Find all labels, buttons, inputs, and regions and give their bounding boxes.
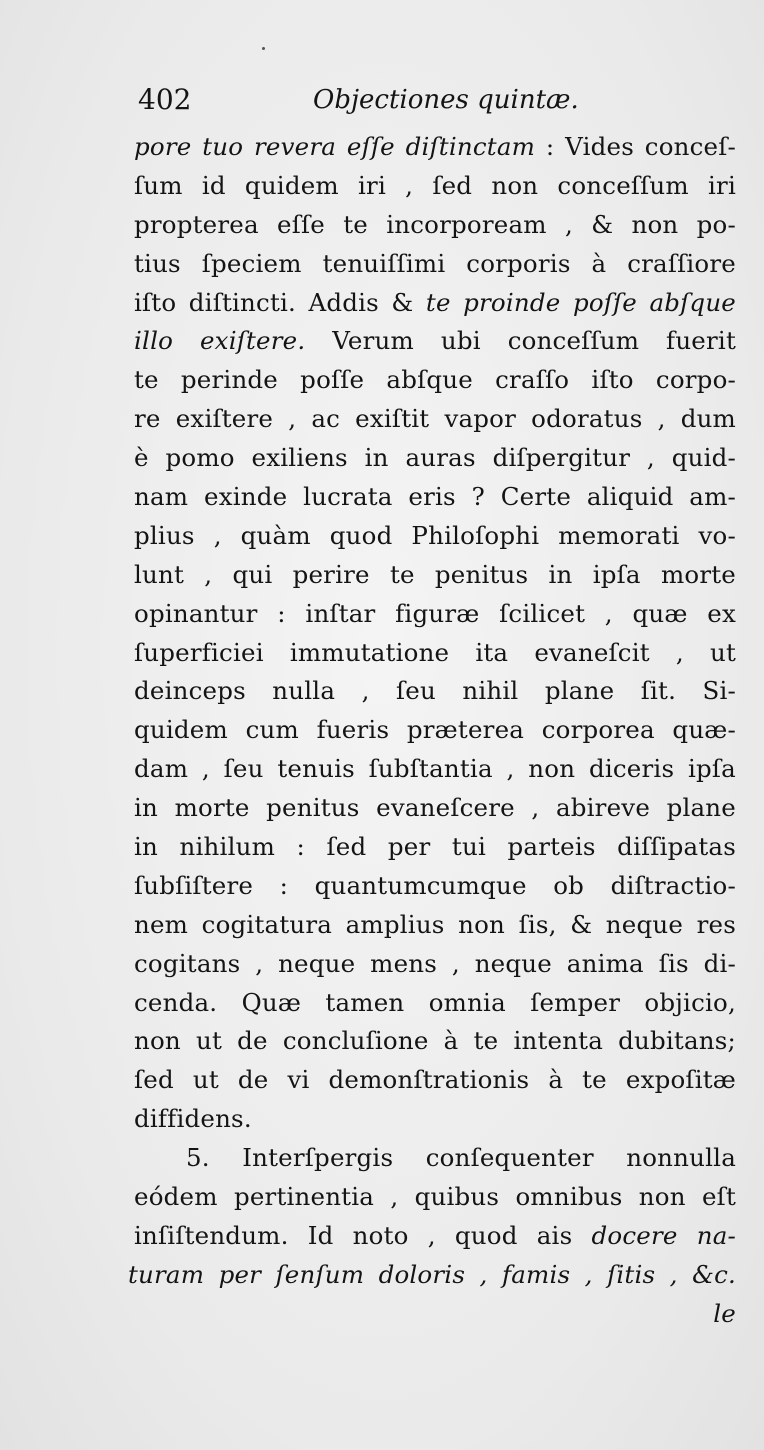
text-line [134, 128, 736, 167]
text-run: opinantur : inſtar figuræ ſcilicet , quæ ex [134, 598, 736, 628]
text-run: quidem cum fueris præterea corporea quæ- [134, 715, 736, 745]
text-run: tius ſpeciem tenuiſſimi corporis à craſſiore [134, 248, 736, 278]
text-line [134, 1022, 736, 1061]
text-line [134, 945, 736, 984]
body-text [128, 128, 736, 1334]
text-line [128, 1256, 736, 1295]
text-run: iſto diſtincti. Addis & [134, 287, 426, 317]
text-run: nam exinde lucrata eris ? Certe aliquid am- [134, 482, 736, 512]
text-run: deinceps nulla , ſeu nihil plane ſit. Si- [134, 676, 736, 706]
text-line [134, 478, 736, 517]
text-line [134, 984, 736, 1023]
text-line [134, 711, 736, 750]
text-run: in morte penitus evaneſcere , abireve plane [134, 793, 736, 823]
text-line [134, 284, 736, 323]
italic-text: illo exiſtere. [134, 326, 306, 356]
text-line [134, 322, 736, 361]
ink-speck [262, 47, 265, 50]
text-line [134, 867, 736, 906]
text-line [134, 400, 736, 439]
text-line [134, 634, 736, 673]
italic-text: le [713, 1298, 736, 1328]
text-line [134, 750, 736, 789]
text-line [134, 595, 736, 634]
text-line [134, 556, 736, 595]
text-line [134, 361, 736, 400]
text-run: : Vides conceſ- [535, 132, 736, 161]
text-run: 5. Interſpergis conſequenter nonnulla [186, 1143, 736, 1173]
text-run: ſuperficiei immutatione ita evaneſcit , ut [134, 637, 736, 667]
text-run: non ut de concluſione à te intenta dubitans; [134, 1026, 736, 1056]
text-line [134, 439, 736, 478]
text-run: cenda. Quæ tamen omnia ſemper objicio, [134, 987, 736, 1017]
text-line [134, 245, 736, 284]
text-run: è pomo exiliens in auras diſpergitur , quid- [134, 443, 736, 473]
text-run: inſiſtendum. Id noto , quod ais [134, 1220, 592, 1250]
catchword [134, 1295, 736, 1334]
italic-text: pore tuo revera eſſe diſtinctam [134, 132, 536, 161]
text-run: re exiſtere , ac exiſtit vapor odoratus , dum [134, 404, 736, 434]
text-line [134, 1100, 736, 1139]
italic-text: turam per ſenſum doloris , famis , ſitis , &c. [128, 1259, 736, 1289]
text-run: plius , quàm quod Philoſophi memorati vo- [134, 520, 736, 550]
italic-text: te proinde poſſe abſque [425, 287, 736, 317]
text-line [134, 1139, 736, 1178]
text-run: lunt , qui perire te penitus in ipſa morte [134, 559, 736, 589]
text-line [134, 1178, 736, 1217]
text-run: Verum ubi conceſſum fuerit [305, 326, 736, 356]
text-run: in nihilum : ſed per tui parteis diſſipatas [134, 832, 736, 862]
text-run: ſed ut de vi demonſtrationis à te expoſitæ [134, 1065, 736, 1095]
page-header [138, 80, 738, 120]
text-run: dam , ſeu tenuis ſubſtantia , non diceris ipſa [134, 754, 736, 784]
text-line [134, 517, 736, 556]
running-title: Objectiones quintæ. [313, 85, 579, 115]
text-line [134, 672, 736, 711]
text-run: cogitans , neque mens , neque anima ſis di- [134, 948, 736, 978]
text-line [134, 789, 736, 828]
text-run: propterea eſſe te incorpoream , & non po- [134, 209, 736, 239]
text-line [134, 206, 736, 245]
text-line [134, 828, 736, 867]
text-run: diffidens. [134, 1104, 252, 1134]
italic-text: docere na- [591, 1220, 736, 1250]
text-line [134, 1061, 736, 1100]
text-line [134, 1217, 736, 1256]
text-run: te perinde poſſe abſque craſſo iſto corpo- [134, 365, 736, 395]
text-run: eódem pertinentia , quibus omnibus non eſt [134, 1182, 736, 1212]
text-run: nem cogitatura amplius non ſis, & neque res [134, 909, 736, 939]
text-run: ſum id quidem iri , ſed non conceſſum iri [134, 170, 736, 200]
text-run: ſubſiſtere : quantumcumque ob diſtractio- [134, 870, 736, 900]
text-line [134, 906, 736, 945]
text-line [134, 167, 736, 206]
page-number: 402 [138, 83, 192, 116]
